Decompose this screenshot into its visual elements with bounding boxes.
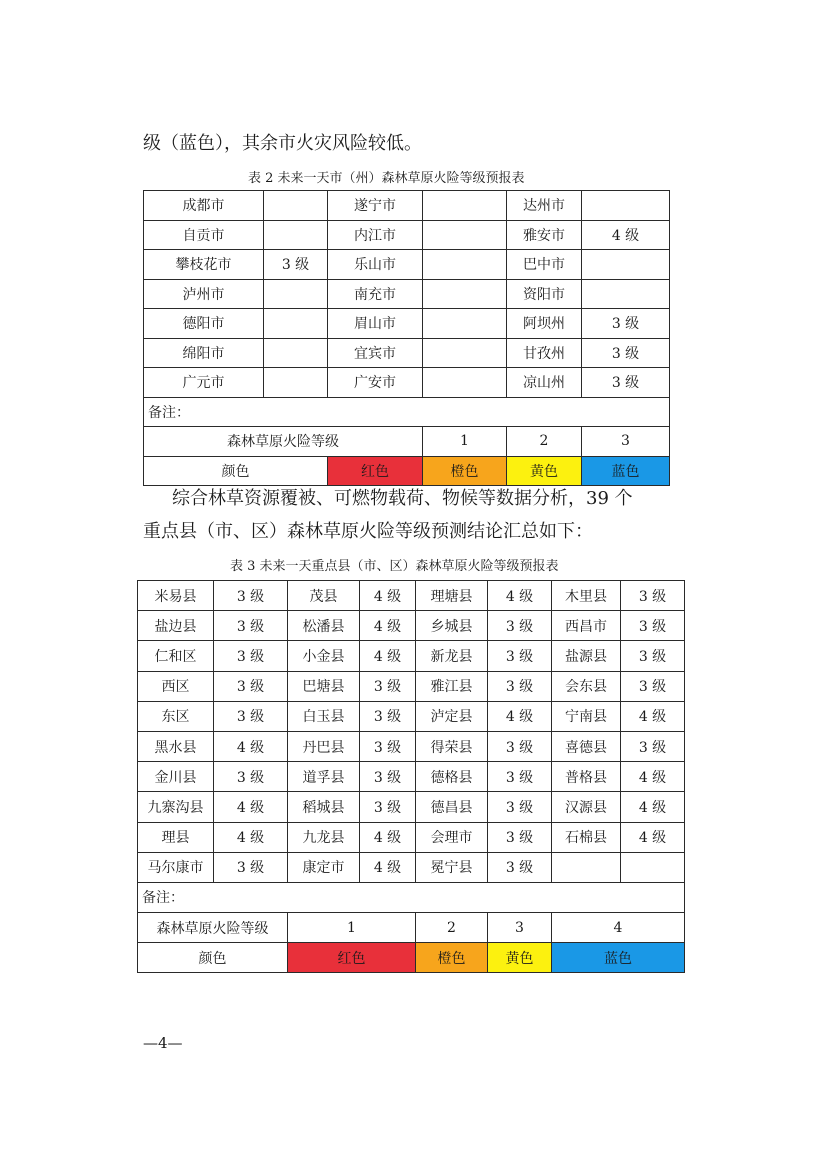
region-name-cell: 金川县 (138, 762, 214, 792)
risk-level-cell: 3 级 (621, 731, 685, 761)
table3-legend-color-yellow: 黄色 (488, 943, 552, 973)
city-row (144, 220, 670, 250)
county-fire-risk-table-body (138, 581, 685, 883)
summary-line-1: 综合林草资源覆被、可燃物载荷、物候等数据分析，39 个 (172, 488, 633, 509)
region-name-cell: 丹巴县 (288, 731, 360, 761)
county-row (138, 731, 685, 761)
region-name-cell: 自贡市 (144, 220, 264, 250)
region-name-cell: 达州市 (507, 191, 582, 221)
region-name-cell: 资阳市 (507, 279, 582, 309)
risk-level-cell: 3 级 (488, 611, 552, 641)
city-row (144, 309, 670, 339)
region-name-cell: 马尔康市 (138, 852, 214, 882)
region-name-cell: 乡城县 (416, 611, 488, 641)
region-name-cell: 东区 (138, 701, 214, 731)
table3-legend-level-1: 1 (288, 913, 416, 943)
page-number: —4— (143, 1034, 183, 1052)
risk-level-cell: 3 级 (621, 581, 685, 611)
risk-level-cell (582, 250, 670, 280)
risk-level-cell: 3 级 (621, 611, 685, 641)
risk-level-cell (264, 368, 328, 398)
risk-level-cell: 3 级 (488, 671, 552, 701)
risk-level-cell: 3 级 (214, 852, 288, 882)
region-name-cell: 德昌县 (416, 792, 488, 822)
risk-level-cell: 3 级 (488, 762, 552, 792)
city-row (144, 250, 670, 280)
table2-legend-level-label: 森林草原火险等级 (144, 427, 423, 457)
risk-level-cell: 4 级 (360, 581, 416, 611)
county-row (138, 792, 685, 822)
risk-level-cell: 3 级 (360, 731, 416, 761)
risk-level-cell: 3 级 (488, 641, 552, 671)
risk-level-cell (264, 191, 328, 221)
region-name-cell: 仁和区 (138, 641, 214, 671)
risk-level-cell: 4 级 (214, 822, 288, 852)
risk-level-cell: 3 级 (582, 368, 670, 398)
risk-level-cell: 4 级 (621, 701, 685, 731)
region-name-cell: 康定市 (288, 852, 360, 882)
region-name-cell: 遂宁市 (328, 191, 423, 221)
region-name-cell: 巴中市 (507, 250, 582, 280)
risk-level-cell (423, 309, 507, 339)
table3-legend-level-4: 4 (552, 913, 685, 943)
table3-legend-level-2: 2 (416, 913, 488, 943)
risk-level-cell: 3 级 (582, 309, 670, 339)
table3-legend-level-label: 森林草原火险等级 (138, 913, 288, 943)
risk-level-cell: 4 级 (214, 731, 288, 761)
region-name-cell: 喜德县 (552, 731, 621, 761)
region-name-cell: 小金县 (288, 641, 360, 671)
city-row (144, 368, 670, 398)
risk-level-cell: 4 级 (621, 822, 685, 852)
table2-caption: 表 2 未来一天市（州）森林草原火险等级预报表 (248, 171, 525, 186)
region-name-cell: 石棉县 (552, 822, 621, 852)
county-row (138, 671, 685, 701)
table3-legend-color-blue: 蓝色 (552, 943, 685, 973)
region-name-cell: 西昌市 (552, 611, 621, 641)
risk-level-cell: 3 级 (214, 701, 288, 731)
table2-legend-level-3: 3 (582, 427, 670, 457)
county-fire-risk-legend (138, 882, 685, 973)
region-name-cell: 攀枝花市 (144, 250, 264, 280)
county-row (138, 822, 685, 852)
risk-level-cell: 4 级 (360, 611, 416, 641)
county-row (138, 611, 685, 641)
region-name-cell: 黑水县 (138, 731, 214, 761)
table2-note-label: 备注： (144, 397, 670, 427)
risk-level-cell: 3 级 (488, 822, 552, 852)
region-name-cell: 凉山州 (507, 368, 582, 398)
city-row (144, 191, 670, 221)
risk-level-cell: 4 级 (582, 220, 670, 250)
risk-level-cell (582, 279, 670, 309)
county-row (138, 581, 685, 611)
region-name-cell: 甘孜州 (507, 338, 582, 368)
region-name-cell: 道孚县 (288, 762, 360, 792)
risk-level-cell: 3 级 (360, 671, 416, 701)
risk-level-cell: 3 级 (214, 581, 288, 611)
region-name-cell (552, 852, 621, 882)
risk-level-cell: 3 级 (214, 611, 288, 641)
region-name-cell: 乐山市 (328, 250, 423, 280)
region-name-cell: 德格县 (416, 762, 488, 792)
table2-legend-color-label: 颜色 (144, 456, 328, 486)
county-fire-risk-table (137, 580, 685, 973)
region-name-cell: 成都市 (144, 191, 264, 221)
table3-caption: 表 3 未来一天重点县（市、区）森林草原火险等级预报表 (230, 559, 559, 574)
region-name-cell: 木里县 (552, 581, 621, 611)
risk-level-cell (264, 309, 328, 339)
table2-legend-color-red: 红色 (328, 456, 423, 486)
region-name-cell: 盐边县 (138, 611, 214, 641)
region-name-cell: 盐源县 (552, 641, 621, 671)
region-name-cell: 宜宾市 (328, 338, 423, 368)
risk-level-cell (423, 191, 507, 221)
risk-level-cell: 3 级 (488, 792, 552, 822)
table2-legend-color-yellow: 黄色 (507, 456, 582, 486)
risk-level-cell (264, 338, 328, 368)
risk-level-cell: 3 级 (214, 671, 288, 701)
risk-level-cell (264, 220, 328, 250)
table3-legend-color-label: 颜色 (138, 943, 288, 973)
region-name-cell: 巴塘县 (288, 671, 360, 701)
region-name-cell: 米易县 (138, 581, 214, 611)
region-name-cell: 新龙县 (416, 641, 488, 671)
table3-legend-color-red: 红色 (288, 943, 416, 973)
risk-level-cell: 3 级 (214, 762, 288, 792)
risk-level-cell: 3 级 (360, 701, 416, 731)
risk-level-cell: 4 级 (214, 792, 288, 822)
risk-level-cell (423, 368, 507, 398)
county-row (138, 852, 685, 882)
region-name-cell: 宁南县 (552, 701, 621, 731)
risk-level-cell (423, 220, 507, 250)
risk-level-cell: 4 级 (621, 792, 685, 822)
risk-level-cell: 4 级 (360, 852, 416, 882)
region-name-cell: 得荣县 (416, 731, 488, 761)
region-name-cell: 汉源县 (552, 792, 621, 822)
region-name-cell: 九龙县 (288, 822, 360, 852)
risk-level-cell: 3 级 (621, 671, 685, 701)
city-row (144, 338, 670, 368)
table3-legend-color-orange: 橙色 (416, 943, 488, 973)
region-name-cell: 会理市 (416, 822, 488, 852)
region-name-cell: 泸州市 (144, 279, 264, 309)
city-fire-risk-table-body (144, 191, 670, 398)
risk-level-cell (423, 250, 507, 280)
county-row (138, 701, 685, 731)
table3-legend-level-3: 3 (488, 913, 552, 943)
city-row (144, 279, 670, 309)
region-name-cell: 内江市 (328, 220, 423, 250)
city-fire-risk-table (143, 190, 670, 486)
table2-legend-level-1: 1 (423, 427, 507, 457)
risk-level-cell: 4 级 (621, 762, 685, 792)
risk-level-cell (264, 279, 328, 309)
risk-level-cell: 4 级 (360, 641, 416, 671)
region-name-cell: 阿坝州 (507, 309, 582, 339)
region-name-cell: 雅安市 (507, 220, 582, 250)
region-name-cell: 理县 (138, 822, 214, 852)
risk-level-cell: 3 级 (582, 338, 670, 368)
risk-level-cell: 3 级 (621, 641, 685, 671)
region-name-cell: 松潘县 (288, 611, 360, 641)
region-name-cell: 广元市 (144, 368, 264, 398)
region-name-cell: 泸定县 (416, 701, 488, 731)
region-name-cell: 西区 (138, 671, 214, 701)
region-name-cell: 稻城县 (288, 792, 360, 822)
risk-level-cell (423, 338, 507, 368)
table2-legend-color-orange: 橙色 (423, 456, 507, 486)
risk-level-cell: 4 级 (488, 581, 552, 611)
risk-level-cell: 4 级 (360, 822, 416, 852)
risk-level-cell: 3 级 (488, 852, 552, 882)
table3-note-label: 备注： (138, 882, 685, 912)
risk-level-cell (423, 279, 507, 309)
region-name-cell: 茂县 (288, 581, 360, 611)
region-name-cell: 理塘县 (416, 581, 488, 611)
risk-level-cell: 3 级 (264, 250, 328, 280)
region-name-cell: 绵阳市 (144, 338, 264, 368)
risk-level-cell: 3 级 (360, 762, 416, 792)
region-name-cell: 眉山市 (328, 309, 423, 339)
risk-level-cell: 3 级 (360, 792, 416, 822)
region-name-cell: 广安市 (328, 368, 423, 398)
region-name-cell: 白玉县 (288, 701, 360, 731)
summary-line-2: 重点县（市、区）森林草原火险等级预测结论汇总如下： (143, 521, 593, 542)
region-name-cell: 南充市 (328, 279, 423, 309)
region-name-cell: 冕宁县 (416, 852, 488, 882)
risk-level-cell (582, 191, 670, 221)
region-name-cell: 普格县 (552, 762, 621, 792)
city-fire-risk-legend (144, 397, 670, 486)
region-name-cell: 德阳市 (144, 309, 264, 339)
table2-legend-color-blue: 蓝色 (582, 456, 670, 486)
region-name-cell: 九寨沟县 (138, 792, 214, 822)
region-name-cell: 雅江县 (416, 671, 488, 701)
intro-text: 级（蓝色），其余市火灾风险较低。 (143, 133, 422, 154)
risk-level-cell: 4 级 (488, 701, 552, 731)
table2-legend-level-2: 2 (507, 427, 582, 457)
region-name-cell: 会东县 (552, 671, 621, 701)
county-row (138, 762, 685, 792)
risk-level-cell: 3 级 (488, 731, 552, 761)
county-row (138, 641, 685, 671)
risk-level-cell: 3 级 (214, 641, 288, 671)
risk-level-cell (621, 852, 685, 882)
